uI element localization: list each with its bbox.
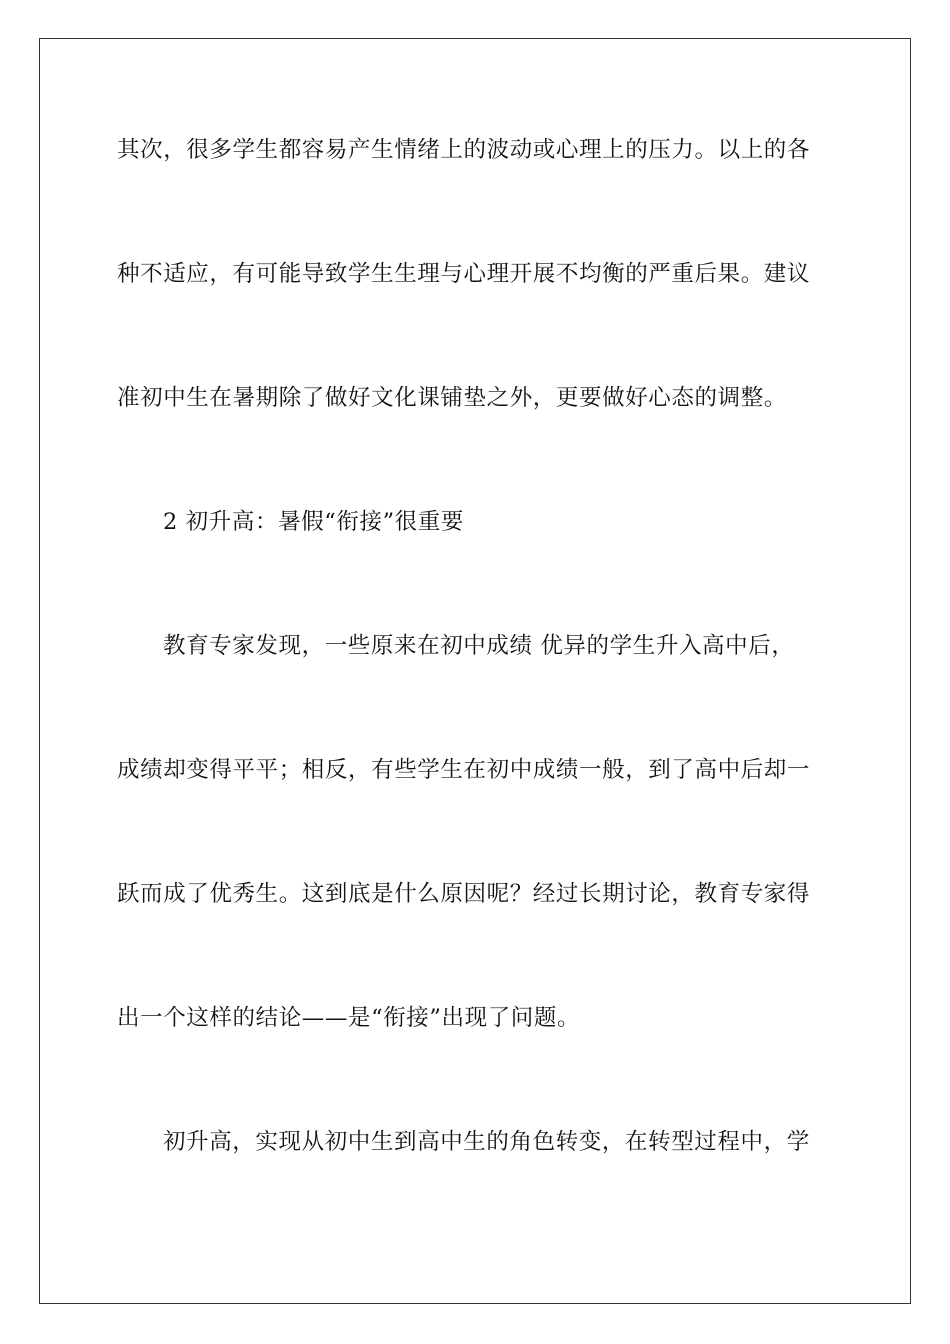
paragraph-line-2: 种不适应，有可能导致学生生理与心理开展不均衡的严重后果。建议 [117,261,811,287]
paragraph-line-7: 出一个这样的结论——是“衔接”出现了问题。 [117,1005,581,1031]
paragraph-line-3: 准初中生在暑期除了做好文化课铺垫之外，更要做好心态的调整。 [117,385,787,411]
paragraph-line-8: 初升高，实现从初中生到高中生的角色转变，在转型过程中，学 [163,1129,810,1155]
paragraph-line-6: 跃而成了优秀生。这到底是什么原因呢？经过长期讨论，教育专家得 [117,881,811,907]
paragraph-line-5: 成绩却变得平平；相反，有些学生在初中成绩一般，到了高中后却一 [117,757,811,783]
page-border [39,38,911,1304]
section-heading: 2 初升高：暑假“衔接”很重要 [163,509,464,535]
paragraph-line-4: 教育专家发现，一些原来在初中成绩 优异的学生升入高中后， [163,633,795,659]
paragraph-line-1: 其次，很多学生都容易产生情绪上的波动或心理上的压力。以上的各 [117,137,811,163]
